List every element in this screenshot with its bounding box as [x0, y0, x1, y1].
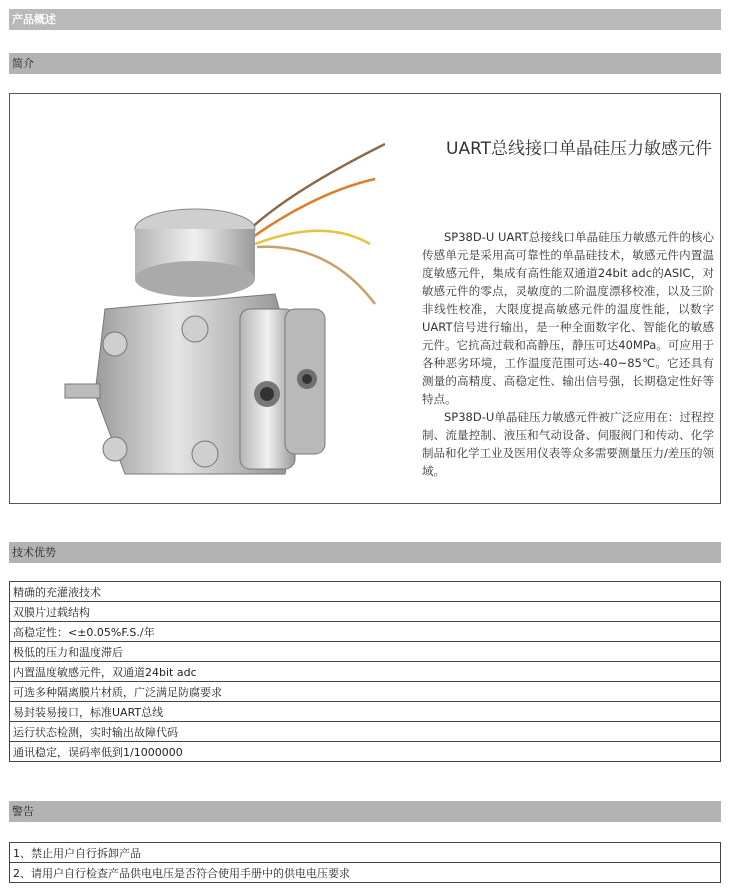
table-cell: 双膜片过载结构 — [10, 602, 721, 622]
table-row — [10, 662, 721, 682]
section-header-advantages: 技术优势 — [9, 542, 721, 563]
table-cell: 通讯稳定，误码率低到1/1000000 — [10, 742, 721, 762]
description-paragraph: SP38D-U UART总接线口单晶硅压力敏感元件的核心传感单元是采用高可靠性的单晶硅技术，敏感元件内置温度敏感元件，集成有高性能双通道24bit adc的ASIC，对敏感元件的零点，灵敏度的二阶温度漂移校准，以及三阶非线性校准，大限度提高敏感元件的温度性能，以数字UART信号进行输出，是一种全面数字化、智能化的敏感元件。它抗高过载和高静压，静压可达40MPa。可应用于各种恶劣环境，工作温度范围可达-40~85℃。它还具有测量的高精度、高稳定性、输出信号强，长期稳定性好等特点。 — [422, 230, 714, 406]
product-title: UART总线接口单晶硅压力敏感元件 — [446, 139, 713, 159]
table-row — [10, 722, 721, 742]
table-row — [10, 702, 721, 722]
table-cell: 运行状态检测，实时输出故障代码 — [10, 722, 721, 742]
sensor-image — [45, 134, 385, 494]
table-row — [10, 622, 721, 642]
table-cell: 高稳定性：<±0.05%F.S./年 — [10, 622, 721, 642]
table-row — [10, 742, 721, 762]
table-cell: 易封装易接口，标准UART总线 — [10, 702, 721, 722]
description-paragraph: SP38D-U单晶硅压力敏感元件被广泛应用在：过程控制、流量控制、液压和气动设备、伺服阀门和传动、化学制品和化学工业及医用仪表等众多需要测量压力/差压的领域。 — [422, 410, 714, 478]
table-row — [10, 863, 721, 883]
table-cell: 2、请用户自行检查产品供电电压是否符合使用手册中的供电电压要求 — [10, 863, 721, 883]
table-row — [10, 682, 721, 702]
advantages-table — [9, 581, 721, 762]
table-cell: 可选多种隔离膜片材质，广泛满足防腐要求 — [10, 682, 721, 702]
table-cell: 极低的压力和温度滞后 — [10, 642, 721, 662]
table-cell: 内置温度敏感元件，双通道24bit adc — [10, 662, 721, 682]
section-header-warning: 警告 — [9, 801, 721, 822]
warnings-table — [9, 842, 721, 883]
table-row — [10, 582, 721, 602]
table-cell: 精确的充灌液技术 — [10, 582, 721, 602]
section-header-intro: 简介 — [9, 53, 721, 74]
product-description — [422, 228, 714, 480]
table-row — [10, 642, 721, 662]
intro-box — [9, 93, 721, 504]
table-cell: 1、禁止用户自行拆卸产品 — [10, 843, 721, 863]
table-row — [10, 843, 721, 863]
table-row — [10, 602, 721, 622]
section-header-overview: 产品概述 — [9, 9, 721, 30]
